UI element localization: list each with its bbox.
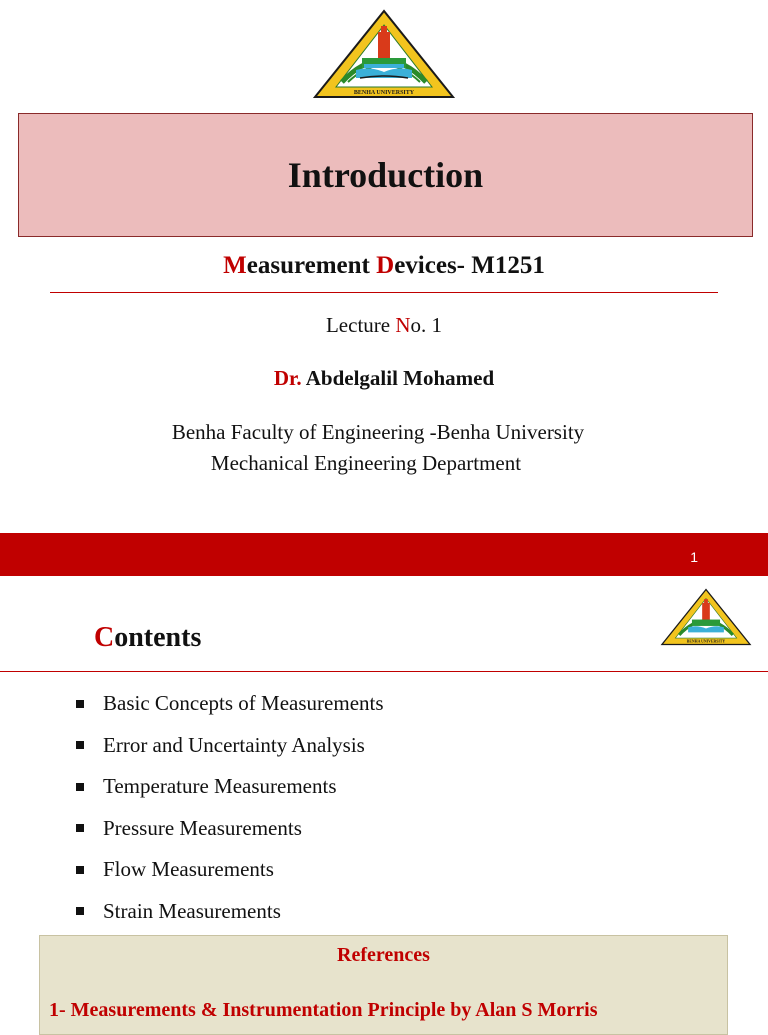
contents-heading: [94, 622, 201, 654]
contents-list: [76, 683, 384, 932]
contents-initial: C: [94, 622, 115, 653]
bullet-icon: [76, 824, 84, 832]
title-box: [18, 113, 753, 237]
course-title: [0, 252, 768, 280]
course-initial-d: D: [376, 252, 395, 279]
lecture-prefix: Lecture: [325, 313, 396, 337]
list-item: [76, 766, 384, 808]
divider-line: [50, 292, 718, 293]
list-item-label: Temperature Measurements: [103, 774, 337, 799]
references-box: [39, 935, 728, 1035]
lecturer: [0, 366, 768, 391]
contents-rest: ontents: [114, 622, 202, 653]
course-initial-m: M: [223, 252, 247, 279]
faculty: Benha Faculty of Engineering -Benha University: [171, 420, 585, 444]
lecturer-name: Abdelgalil Mohamed: [301, 366, 495, 390]
bullet-icon: [76, 866, 84, 874]
lecturer-title: Dr.: [273, 366, 302, 390]
list-item: [76, 683, 384, 725]
slide-footer-band: [0, 533, 768, 576]
references-heading: References: [337, 944, 430, 966]
reference-item: 1- Measurements & Instrumentation Principle by Alan S Morris: [49, 999, 598, 1021]
department: Mechanical Engineering Department: [210, 451, 522, 475]
list-item: [76, 725, 384, 767]
svg-text:BENHA UNIVERSITY: BENHA UNIVERSITY: [686, 639, 726, 644]
lecture-number: [0, 313, 768, 338]
bullet-icon: [76, 741, 84, 749]
slide-title: Introduction: [287, 155, 484, 195]
list-item-label: Basic Concepts of Measurements: [103, 691, 384, 716]
university-logo-small: [660, 585, 752, 649]
lecture-no-rest: o.: [410, 313, 427, 337]
lecture-no-initial: N: [395, 313, 411, 337]
list-item-label: Strain Measurements: [103, 898, 281, 923]
course-text-1: easurement: [246, 252, 377, 279]
list-item: [76, 808, 384, 850]
list-item-label: Pressure Measurements: [103, 815, 302, 840]
divider-line-contents: [0, 671, 768, 672]
bullet-icon: [76, 783, 84, 791]
university-logo: [312, 8, 456, 100]
list-item-label: Flow Measurements: [103, 857, 274, 882]
course-text-2: evices- M1251: [394, 252, 545, 279]
list-item: [76, 891, 384, 933]
list-item: [76, 849, 384, 891]
svg-text:BENHA UNIVERSITY: BENHA UNIVERSITY: [353, 90, 415, 96]
bullet-icon: [76, 907, 84, 915]
page-number: 1: [690, 549, 698, 565]
list-item-label: Error and Uncertainty Analysis: [103, 732, 365, 757]
lecture-number-value: 1: [426, 313, 443, 337]
bullet-icon: [76, 700, 84, 708]
